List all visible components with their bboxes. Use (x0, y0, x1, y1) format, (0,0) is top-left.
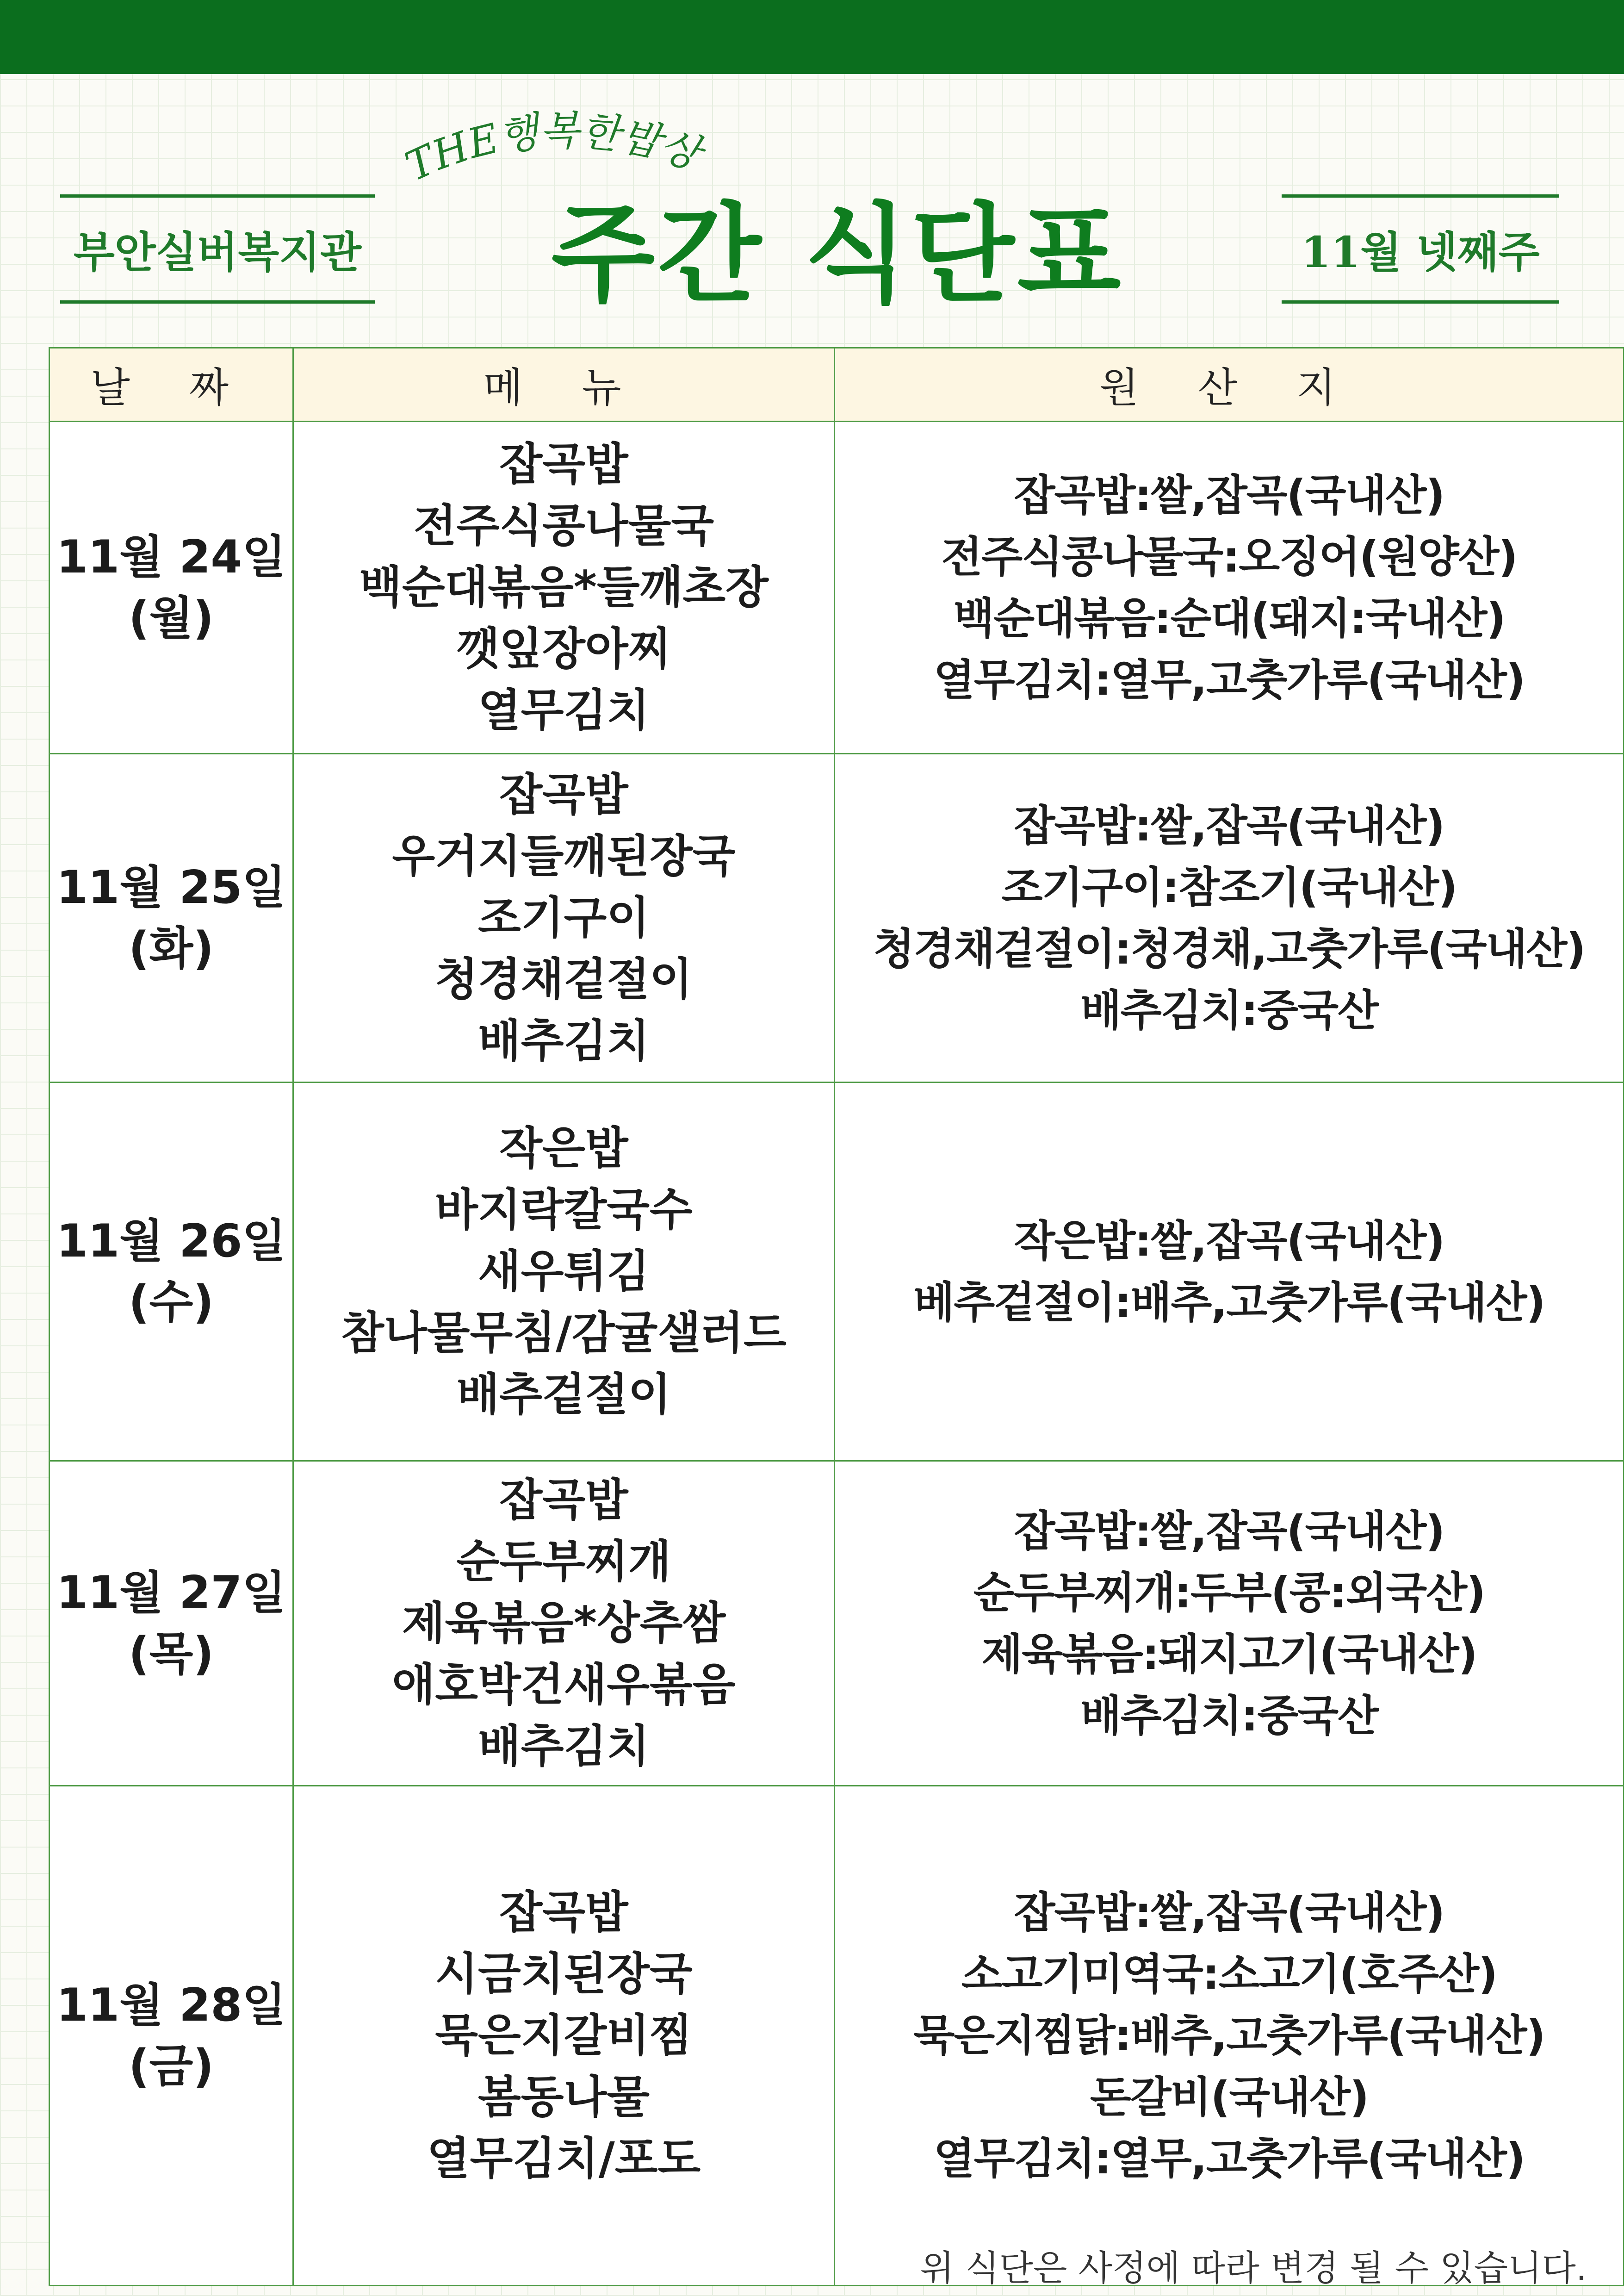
origin-item: 전주식콩나물국:오징어(원양산) (941, 532, 1517, 582)
menu-item: 열무김치/포도 (427, 2133, 701, 2184)
origin-item: 작은밥:쌀,잡곡(국내산) (1014, 1216, 1444, 1266)
origin-item: 잡곡밥:쌀,잡곡(국내산) (1014, 1888, 1444, 1937)
origin-cell (835, 1083, 1624, 1461)
menu-table (49, 347, 1624, 2286)
column-header-origin: 원 산 지 (835, 348, 1624, 422)
menu-item: 새우튀김 (478, 1245, 650, 1297)
origin-item: 배추김치:중국산 (1080, 1691, 1378, 1741)
origin-item: 열무김치:열무,고춧가루(국내산) (933, 655, 1525, 705)
menu-item: 청경채겉절이 (435, 953, 693, 1005)
date-cell (50, 422, 293, 754)
date-cell (50, 1083, 293, 1461)
date-text: 11월 26일 (56, 1214, 286, 1268)
organization-name: 부안실버복지관 (73, 227, 362, 277)
organization-block (60, 194, 375, 304)
menu-cell (293, 1083, 835, 1461)
origin-item: 백순대볶음:순대(돼지:국내산) (953, 593, 1505, 643)
menu-item: 잡곡밥 (499, 1474, 628, 1526)
menu-cell (293, 754, 835, 1083)
menu-item: 시금치된장국 (435, 1948, 693, 2000)
origin-item: 열무김치:열무,고춧가루(국내산) (933, 2134, 1525, 2184)
table-row (50, 1083, 1624, 1461)
menu-item: 잡곡밥 (499, 1886, 628, 1938)
column-header-date: 날 짜 (50, 348, 293, 422)
menu-cell (293, 1786, 835, 2286)
date-cell (50, 1461, 293, 1786)
date-text: 11월 28일 (56, 1979, 286, 2032)
top-banner (0, 0, 1624, 74)
table-row (50, 754, 1624, 1083)
origin-item: 조기구이:참조기(국내산) (1001, 862, 1457, 912)
menu-item: 우거지들깨된장국 (392, 830, 736, 882)
menu-item: 열무김치 (478, 684, 650, 736)
origin-item: 소고기미역국:소고기(호주산) (961, 1949, 1497, 1999)
menu-item: 전주식콩나물국 (413, 500, 714, 552)
weekday-text: (월) (128, 591, 214, 645)
date-text: 11월 25일 (56, 861, 286, 914)
origin-item: 배추김치:중국산 (1080, 985, 1378, 1035)
menu-cell (293, 1461, 835, 1786)
menu-item: 잡곡밥 (499, 438, 628, 490)
menu-item: 배추겉절이 (456, 1369, 671, 1420)
weekday-text: (수) (128, 1276, 214, 1329)
origin-item: 청경채겉절이:청경채,고춧가루(국내산) (873, 924, 1585, 974)
menu-item: 애호박건새우볶음 (392, 1659, 736, 1711)
origin-item: 순두부찌개:두부(콩:외국산) (973, 1568, 1485, 1618)
origin-item: 묵은지찜닭:배추,고춧가루(국내산) (913, 2011, 1545, 2060)
subtitle-text: THE행복한밥상 (398, 106, 707, 191)
weekday-text: (화) (128, 922, 214, 975)
date-cell (50, 1786, 293, 2286)
origin-cell (835, 1461, 1624, 1786)
column-header-menu: 메 뉴 (293, 348, 835, 422)
menu-cell (293, 422, 835, 754)
origin-item: 잡곡밥:쌀,잡곡(국내산) (1014, 1506, 1444, 1556)
date-cell (50, 754, 293, 1083)
menu-item: 묵은지갈비찜 (435, 2010, 693, 2061)
menu-item: 배추김치 (478, 1720, 650, 1772)
menu-item: 백순대볶음*들깨초장 (359, 561, 769, 613)
page-title: 주간 식단표 (551, 192, 1124, 317)
menu-item: 참나물무침/감귤샐러드 (341, 1307, 787, 1359)
menu-item: 순두부찌개 (456, 1536, 671, 1587)
svg-text:THE행복한밥상 (398, 106, 712, 190)
origin-item: 제육볶음:돼지고기(국내산) (981, 1629, 1477, 1679)
date-text: 11월 27일 (56, 1566, 286, 1619)
origin-cell (835, 422, 1624, 754)
menu-item: 잡곡밥 (499, 769, 628, 821)
table-row (50, 422, 1624, 754)
menu-item: 배추김치 (478, 1015, 650, 1067)
week-block (1282, 194, 1559, 304)
origin-item: 베추겉절이:배추,고춧가루(국내산) (913, 1277, 1545, 1327)
origin-cell (835, 1786, 1624, 2286)
table-row (50, 1461, 1624, 1786)
origin-cell (835, 754, 1624, 1083)
weekday-text: (목) (128, 1627, 214, 1680)
menu-item: 바지락칼국수 (435, 1184, 693, 1236)
origin-item: 잡곡밥:쌀,잡곡(국내산) (1014, 801, 1444, 851)
table-row (50, 1786, 1624, 2286)
menu-item: 봄동나물 (478, 2071, 650, 2123)
week-label: 11월 넷째주 (1301, 227, 1540, 277)
menu-item: 제육볶음*상추쌈 (402, 1597, 726, 1649)
date-text: 11월 24일 (56, 530, 286, 584)
notice-text: 위 식단은 사정에 따라 변경 될 수 있습니다. (920, 2247, 1587, 2289)
origin-item: 돈갈비(국내산) (1090, 2072, 1369, 2122)
weekday-text: (금) (128, 2040, 214, 2093)
menu-item: 작은밥 (499, 1122, 628, 1174)
menu-item: 조기구이 (478, 892, 650, 944)
menu-item: 깻잎장아찌 (456, 623, 671, 675)
table-header-row (50, 348, 1624, 422)
origin-item: 잡곡밥:쌀,잡곡(국내산) (1014, 470, 1444, 520)
